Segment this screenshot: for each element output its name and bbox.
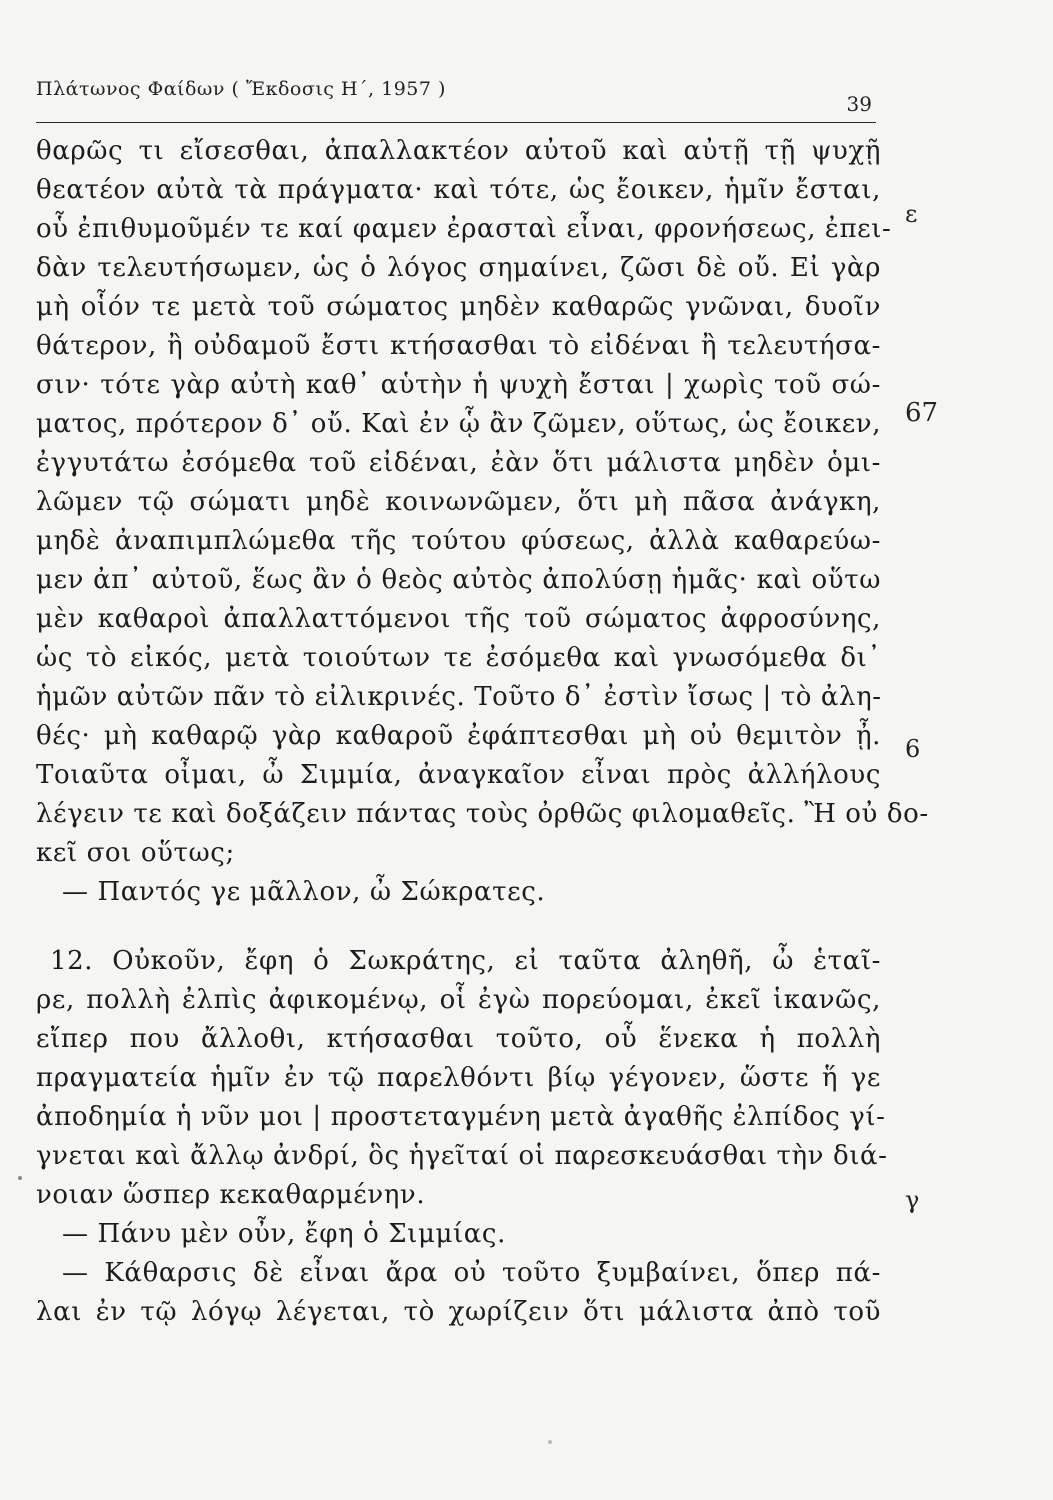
- text-line: θές· μὴ καθαρῷ γὰρ καθαροῦ ἐφάπτεσθαι μὴ οὐ θεμιτὸν ᾖ.: [36, 721, 881, 751]
- text-line: μεν ἀπ᾽ αὐτοῦ, ἕως ἂν ὁ θεὸς αὐτὸς ἀπολύσῃ ἡμᾶς· καὶ οὕτω: [36, 565, 881, 595]
- text-line: θαρῶς τι εἴσεσθαι, ἀπαλλακτέον αὐτοῦ καὶ αὐτῇ τῇ ψυχῇ: [36, 136, 881, 166]
- text-line: δὰν τελευτήσωμεν, ὡς ὁ λόγος σημαίνει, ζῶσι δὲ οὔ. Εἰ γὰρ: [36, 253, 881, 283]
- text-line: θεατέον αὐτὰ τὰ πράγματα· καὶ τότε, ὡς ἔοικεν, ἡμῖν ἔσται,: [36, 175, 881, 205]
- text-line: ρε, πολλὴ ἐλπὶς ἀφικομένῳ, οἷ ἐγὼ πορεύομαι, ἐκεῖ ἱκανῶς,: [36, 985, 881, 1015]
- running-head: Πλάτωνος Φαίδων ( Ἔκδοσις Η΄, 1957 ): [36, 78, 446, 100]
- text-line: σιν· τότε γὰρ αὐτὴ καθ᾽ αὑτὴν ἡ ψυχὴ ἔσται | χωρὶς τοῦ σώ-: [36, 370, 881, 400]
- margin-note-b: 6: [905, 735, 921, 763]
- margin-note-67: 67: [905, 398, 939, 428]
- text-line: Τοιαῦτα οἶμαι, ὦ Σιμμία, ἀναγκαῖον εἶναι πρὸς ἀλλήλους: [36, 760, 881, 790]
- paper-speck: [18, 1176, 22, 1180]
- margin-note-e: ε: [905, 200, 918, 228]
- text-line: πραγματεία ἡμῖν ἐν τῷ παρελθόντι βίῳ γέγονεν, ὥστε ἥ γε: [36, 1063, 881, 1093]
- text-line: μηδὲ ἀναπιμπλώμεθα τῆς τούτου φύσεως, ἀλλὰ καθαρεύω-: [36, 526, 881, 556]
- text-line: λῶμεν τῷ σώματι μηδὲ κοινωνῶμεν, ὅτι μὴ πᾶσα ἀνάγκη,: [36, 487, 881, 517]
- text-line: οὗ ἐπιθυμοῦμέν τε καί φαμεν ἐρασταὶ εἶναι, φρονήσεως, ἐπει-: [36, 214, 892, 244]
- dialogue-line: — Πάνυ μὲν οὖν, ἔφη ὁ Σιμμίας.: [62, 1219, 506, 1249]
- margin-note-c: γ: [905, 1186, 920, 1214]
- text-line: μὴ οἷόν τε μετὰ τοῦ σώματος μηδὲν καθαρῶς γνῶναι, δυοῖν: [36, 292, 881, 322]
- text-line: λέγειν τε καὶ δοξάζειν πάντας τοὺς ὀρθῶς φιλομαθεῖς. Ἢ οὐ δο-: [36, 799, 929, 829]
- text-line: μὲν καθαροὶ ἀπαλλαττόμενοι τῆς τοῦ σώματος ἀφροσύνης,: [36, 604, 881, 634]
- text-line: ὡς τὸ εἰκός, μετὰ τοιούτων τε ἐσόμεθα καὶ γνωσόμεθα δι᾽: [36, 643, 881, 673]
- text-line: νοιαν ὥσπερ κεκαθαρμένην.: [36, 1180, 426, 1210]
- paper-speck: [548, 1440, 552, 1444]
- dialogue-line: — Κάθαρσις δὲ εἶναι ἄρα οὐ τοῦτο ξυμβαίνει, ὅπερ πά-: [62, 1258, 881, 1288]
- dialogue-line: — Παντός γε μᾶλλον, ὦ Σώκρατες.: [62, 877, 546, 907]
- text-line: ἀποδημία ἡ νῦν μοι | προστεταγμένη μετὰ ἀγαθῆς ἐλπίδος γί-: [36, 1102, 886, 1132]
- section-start-line: 12. Οὐκοῦν, ἔφη ὁ Σωκράτης, εἰ ταῦτα ἀληθῆ, ὦ ἑταῖ-: [50, 946, 881, 976]
- section-gap: [36, 912, 881, 942]
- page-header: [36, 72, 876, 123]
- text-line: γνεται καὶ ἄλλῳ ἀνδρί, ὃς ἡγεῖταί οἱ παρεσκευάσθαι τὴν διά-: [36, 1141, 888, 1171]
- text-line: λαι ἐν τῷ λόγῳ λέγεται, τὸ χωρίζειν ὅτι μάλιστα ἀπὸ τοῦ: [36, 1297, 881, 1327]
- text-line: κεῖ σοι οὕτως;: [36, 838, 235, 868]
- text-line: εἴπερ που ἄλλοθι, κτήσασθαι τοῦτο, οὗ ἕνεκα ἡ πολλὴ: [36, 1024, 881, 1054]
- text-line: ἐγγυτάτω ἐσόμεθα τοῦ εἰδέναι, ἐὰν ὅτι μάλιστα μηδὲν ὁμι-: [36, 448, 881, 478]
- page-number: 39: [846, 92, 872, 116]
- text-line: θάτερον, ἢ οὐδαμοῦ ἔστι κτήσασθαι τὸ εἰδέναι ἢ τελευτήσα-: [36, 331, 881, 361]
- text-line: ἡμῶν αὐτῶν πᾶν τὸ εἰλικρινές. Τοῦτο δ᾽ ἐστὶν ἴσως | τὸ ἀλη-: [36, 682, 882, 712]
- text-line: ματος, πρότερον δ᾽ οὔ. Καὶ ἐν ᾧ ἂν ζῶμεν, οὕτως, ὡς ἔοικεν,: [36, 409, 882, 439]
